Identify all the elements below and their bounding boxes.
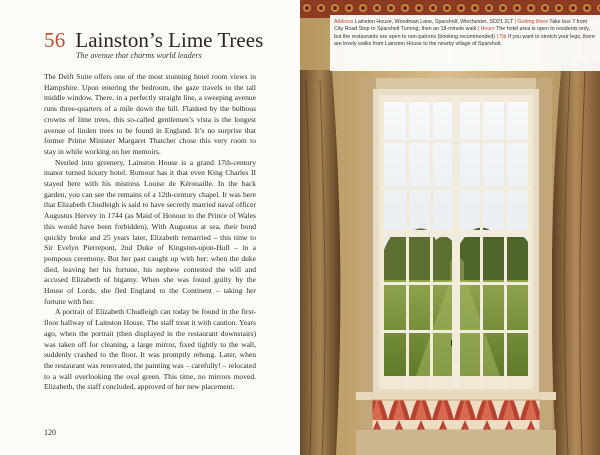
entry-number: 56 (44, 28, 66, 52)
entry-subtitle: The avenue that charms world leaders (76, 51, 202, 60)
paragraph-2: Nestled into greenery, Lainston House is a grand 17th-century manor turned luxury hotel. Rumour has it that even King Charles II stayed here with his mistress Louise de Kérouaille. In the back garden, you can see the remains of a 12th-century chapel. It was here that Elizabeth Chudleigh is said to have secretly married naval officer Augustus Hervey in 1744 (as Maid of Honour to the Prince of Wales this would have been forbidden). With Augustus at sea, their bond quickly broke and 25 years later, Elizabeth remarried – this time to Sir Evelyn Pierrepont, 2nd Duke of Kingston-upon-Hull – in a pompous ceremony. But her past caught up with her: when the duke died, leaving her his fortune, his nephew contested the will and accused Elizabeth of bigamy. When she was found guilty by the House of Lords, she fled England to the Continent – taking her fortune with her. (44, 157, 256, 306)
entry-heading (44, 28, 289, 53)
right-page (300, 0, 600, 455)
page-number: 120 (44, 428, 56, 437)
getting-there-label: Getting there (517, 19, 549, 25)
separator-1: | (514, 19, 516, 25)
hours-label: Hours (480, 26, 495, 33)
entry-title: Lainston’s Lime Trees (75, 28, 264, 52)
address-text: Lainston House, Woodman Lane, Sparsholt, Winchester, SO21 2LT (354, 19, 514, 25)
info-box (330, 15, 600, 71)
body-text (44, 72, 256, 393)
getting-there-text: Take bus 7 from City Road Stop to Sparsholt Turning, then an 18-minute walk (334, 19, 588, 33)
separator-3: | (496, 33, 498, 40)
address-label: Address (334, 19, 354, 25)
separator-2: | (477, 26, 480, 33)
tip-text: If you want to stretch your legs, there are lovely walks from Lainston House to the nearby village of Sparsholt. (334, 33, 595, 47)
paragraph-3: A portrait of Elizabeth Chudleigh can today be found in the first-floor hallway of Lainston House. The staff treat it with caution. Years ago, when the portrait (then displayed in the restaurant downstairs) was taken off for cleaning, a large mirror, fixed tightly to the wall, suddenly crashed to the floor. It was promptly rehung. Later, when the restaurant was renovated, the painting was – carefully! – relocated to a wall overlooking the oval green. This time, no mirrors moved. Elizabeth, the staff concluded, approved of her new placement. (44, 307, 256, 392)
tip-label: Tip (499, 33, 507, 40)
paragraph-1: The Delft Suite offers one of the most stunning hotel room views in Hampshire. Upon entering the bedroom, the gaze travels to the tall middle window. There, in a perfectly straight line, a sweeping avenue runs three-quarters of a mile down the hill. Flanked by the bulbous crowns of lime trees, this so-called gentlemen’s vista is the longest avenue of linden trees to be found in England. It’s no surprise that former Prime Minister Margaret Thatcher chose this very room to stay in while working on her memoirs. (44, 72, 256, 156)
hours-text: The hotel area is open to residents only, but the restaurants are open to non-patrons (booking recommended) (334, 26, 590, 40)
